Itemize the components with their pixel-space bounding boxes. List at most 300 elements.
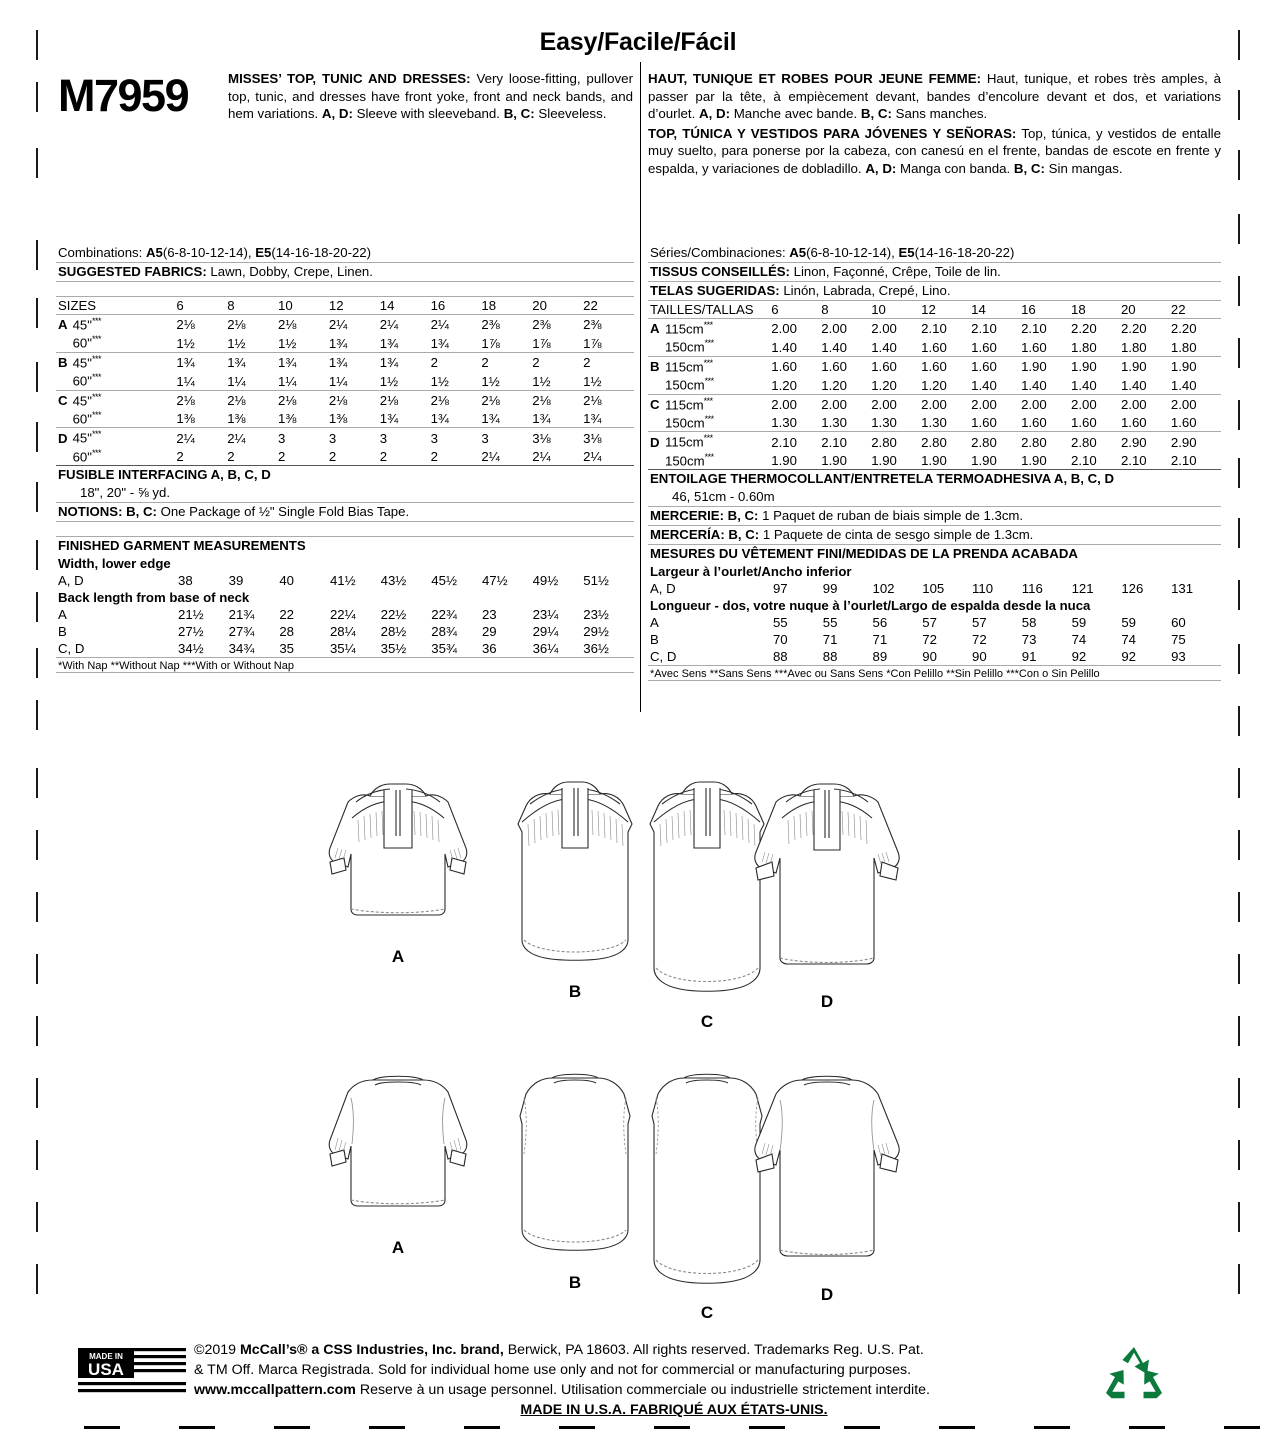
yardage-value: 1¾	[379, 411, 399, 427]
yardage-row	[648, 432, 1221, 451]
yardage-value: 2.10	[821, 432, 871, 451]
yardage-value: 1¾	[328, 335, 348, 351]
tick-left	[36, 592, 38, 622]
yardage-view-label	[56, 371, 73, 390]
yardage-view-label: B	[56, 352, 73, 371]
finished-width-value: 47½	[481, 573, 508, 589]
cut-dash	[179, 1426, 215, 1429]
yardage-fabric-width: 150cm***	[665, 413, 714, 431]
made-in-usa-top-text: MADE IN	[89, 1352, 123, 1361]
yardage-value: 3⅛	[583, 428, 634, 447]
tick-left	[36, 240, 38, 270]
finished-width-subheader-row	[56, 555, 634, 572]
yardage-value: 3	[278, 428, 329, 447]
yardage-value: 2	[481, 352, 532, 371]
yardage-value: 1⅞	[532, 335, 551, 351]
yardage-fabric-width: 60"***	[72, 334, 101, 351]
finished-backlength-value: 92	[1121, 649, 1136, 665]
yardage-value: 2⅛	[532, 390, 583, 409]
footer-copyright-text	[194, 1340, 1154, 1420]
yardage-value: 1.90	[1171, 356, 1221, 375]
yardage-row	[648, 451, 1221, 469]
tick-right	[1238, 644, 1240, 674]
finished-width-value: 99	[822, 581, 838, 597]
finished-width-value: 121	[1071, 581, 1094, 597]
yardage-value: 1.60	[971, 356, 1021, 375]
yardage-view-label: D	[56, 428, 73, 447]
yardage-value: 2	[176, 449, 184, 465]
info-panel-metric	[648, 244, 1221, 681]
sizes-header: TAILLES/TALLAS	[650, 302, 754, 317]
yardage-row	[56, 333, 634, 352]
illustration-back-a	[318, 1058, 478, 1258]
suggested-fabrics-label-fr: TISSUS CONSEILLÉS:	[650, 264, 790, 279]
size-header-cell: 6	[771, 302, 779, 317]
yardage-value: 1.40	[971, 377, 997, 393]
yardage-value: 1.20	[771, 377, 797, 393]
finished-backlength-value: 21½	[178, 607, 204, 623]
finished-measurements-table-metric	[648, 563, 1221, 665]
description-french-views-bc-text: Sans manches.	[891, 106, 988, 121]
yardage-value: 2	[430, 449, 438, 465]
yardage-value: 1¼	[176, 373, 195, 389]
yardage-fabric-width: 115cm***	[665, 432, 771, 451]
suggested-fabrics-label-es: TELAS SUGERIDAS:	[650, 283, 780, 298]
yardage-value: 2¼	[380, 315, 431, 334]
tick-right	[1238, 830, 1240, 860]
finished-width-value: 45½	[431, 573, 457, 589]
yardage-value: 1.90	[871, 453, 897, 469]
size-header-cell: 16	[1021, 302, 1036, 317]
finished-measurements-table-imperial	[56, 555, 634, 657]
finished-backlength-views: B	[58, 624, 67, 640]
combination-e5-sizes-en: (14-16-18-20-22)	[271, 245, 372, 260]
finished-backlength-row	[56, 623, 634, 640]
yardage-value: 2.00	[921, 394, 971, 413]
yardage-value: 2¼	[329, 315, 380, 334]
yardage-row	[56, 371, 634, 390]
yardage-value: 1.30	[921, 415, 947, 431]
finished-width-views: A, D	[58, 573, 84, 589]
description-spanish-body: Top, túnica, y vestidos de entalle muy suelto, para ponerse por la cabeza, con canesú en el frente, bandas de escote en frente y espalda, y variaciones de dobladillo.	[648, 125, 1221, 176]
yardage-value: 2	[227, 449, 235, 465]
finished-backlength-value: 74	[1071, 632, 1087, 648]
yardage-value: 1.80	[1170, 339, 1197, 355]
yardage-fabric-width: 150cm***	[665, 451, 714, 469]
yardage-value: 2⅜	[481, 315, 532, 334]
description-french-heading: HAUT, TUNIQUE ET ROBES POUR JEUNE FEMME:	[648, 71, 982, 86]
footer-made-in-usa-text: MADE IN U.S.A. FABRIQUÉ AUX ÉTATS-UNIS.	[520, 1402, 828, 1418]
finished-width-value: 126	[1121, 581, 1144, 597]
notions-views-fr: B, C:	[724, 508, 759, 524]
tick-left	[36, 1078, 38, 1108]
size-header-cell: 8	[821, 302, 829, 317]
footer-website-link[interactable]: www.mccallpattern.com	[194, 1382, 356, 1398]
size-header-cell: 8	[227, 298, 235, 313]
illustration-front-a	[318, 762, 478, 967]
interfacing-value-en: 18", 20" - ⅝ yd.	[80, 485, 171, 501]
finished-backlength-views: A	[650, 615, 659, 631]
yardage-fabric-width: 45"***	[73, 352, 177, 371]
finished-backlength-value: 29½	[583, 624, 609, 640]
yardage-value: 2.80	[871, 432, 921, 451]
yardage-value: 1.60	[971, 415, 997, 431]
yardage-value: 1½	[176, 335, 195, 351]
size-header-cell: 12	[921, 302, 936, 317]
notions-label-es: MERCERÍA:	[650, 527, 725, 543]
yardage-value: 2.10	[971, 319, 1021, 338]
tick-left	[36, 482, 38, 512]
yardage-row	[648, 356, 1221, 375]
finished-width-value: 40	[279, 573, 294, 589]
yardage-view-label: A	[648, 319, 665, 338]
tick-right	[1238, 892, 1240, 922]
yardage-value: 1.60	[1021, 339, 1047, 355]
size-header-cell: 12	[328, 298, 344, 313]
yardage-value: 1⅜	[176, 411, 195, 427]
description-french-spanish	[648, 70, 1221, 177]
description-spanish-views-ad-text: Manga con banda.	[896, 160, 1014, 176]
tick-right	[1238, 214, 1240, 244]
yardage-value: 1¾	[329, 352, 380, 371]
yardage-value: 1½	[278, 335, 297, 351]
yardage-value: 3	[481, 428, 532, 447]
footer-line-2: & TM Off. Marca Registrada. Sold for individual home use only and not for commercial or manufacturing purposes.	[194, 1362, 912, 1378]
yardage-row	[56, 315, 634, 334]
footer-french-notice: Reserve à un usage personnel. Utilisation commerciale ou industrielle strictement interdite.	[355, 1382, 930, 1398]
finished-backlength-views: C, D	[650, 649, 677, 665]
size-header-cell: 22	[583, 298, 598, 313]
cut-dash	[464, 1426, 500, 1429]
yardage-value: 1.20	[821, 377, 847, 393]
tick-left	[36, 1202, 38, 1232]
tick-right	[1238, 1202, 1240, 1232]
description-english-views-bc: B, C:	[503, 106, 535, 121]
yardage-value: 1.40	[1071, 377, 1097, 393]
combination-e5-fr: E5	[898, 245, 915, 260]
yardage-value: 1.60	[771, 356, 821, 375]
yardage-row	[56, 447, 634, 465]
yardage-value: 2.20	[1121, 319, 1171, 338]
yardage-value: 1.40	[871, 339, 897, 355]
description-english-body: Very loose-fitting, pullover top, tunic, and dresses have front yoke, front and neck bands, and hem variations.	[228, 71, 633, 121]
yardage-value: 2.80	[971, 432, 1021, 451]
yardage-value: 1⅜	[278, 411, 297, 427]
finished-width-value: 49½	[532, 573, 559, 589]
finished-backlength-value: 74	[1121, 632, 1136, 648]
size-header-cell: 20	[1120, 302, 1136, 317]
notions-label-en: NOTIONS:	[58, 504, 123, 520]
finished-backlength-value: 88	[822, 649, 838, 665]
combinations-label-fr: Séries/Combinaciones:	[650, 245, 790, 260]
yardage-value: 1½	[583, 373, 602, 389]
finished-backlength-value: 75	[1171, 632, 1186, 648]
yardage-value: 1¾	[532, 411, 551, 427]
finished-measurements-header-fr: MESURES DU VÊTEMENT FINI/MEDIDAS DE LA PRENDA ACABADA	[650, 546, 1078, 562]
finished-width-label: Width, lower edge	[58, 556, 171, 572]
finished-backlength-label: Longueur - dos, votre nuque à l’ourlet/Largo de espalda desde la nuca	[650, 598, 1091, 614]
yardage-value: 2.00	[971, 394, 1021, 413]
finished-backlength-value: 34¾	[228, 641, 255, 657]
made-in-usa-badge	[78, 1346, 188, 1398]
illustration-front-d	[742, 762, 912, 1012]
yardage-value: 2.10	[1170, 453, 1197, 469]
yardage-value: 1.90	[771, 453, 797, 469]
finished-backlength-subheader-row	[648, 597, 1221, 614]
finished-width-row	[56, 572, 634, 589]
footer-line-3	[194, 1380, 1154, 1400]
finished-width-value: 43½	[380, 573, 407, 589]
size-header-cell: 14	[379, 298, 395, 313]
yardage-row	[648, 375, 1221, 394]
finished-backlength-value: 93	[1171, 649, 1186, 665]
yardage-value: 2	[328, 449, 337, 465]
yardage-value: 2¼	[583, 449, 602, 465]
yardage-value: 2⅛	[278, 315, 329, 334]
tick-left	[36, 298, 38, 328]
finished-width-value: 110	[972, 581, 994, 597]
yardage-value: 1½	[227, 335, 246, 351]
illustration-label-back-a: A	[391, 1238, 405, 1257]
yardage-value: 2.10	[1120, 453, 1147, 469]
finished-backlength-value: 70	[772, 632, 788, 648]
yardage-value: 1.90	[821, 453, 847, 469]
yardage-value: 2	[278, 449, 286, 465]
sizes-header: SIZES	[58, 298, 97, 313]
yardage-view-label: B	[648, 356, 665, 375]
tick-right	[1238, 768, 1240, 798]
finished-backlength-row	[56, 640, 634, 657]
size-header-cell: 16	[430, 298, 446, 313]
yardage-value: 1.40	[821, 339, 847, 355]
combination-e5-en: E5	[255, 245, 272, 260]
yardage-value: 1¼	[227, 373, 246, 389]
finished-backlength-value: 55	[772, 615, 788, 631]
yardage-value: 2⅛	[278, 390, 329, 409]
notions-value-fr: 1 Paquet de ruban de biais simple de 1.3cm.	[758, 508, 1024, 524]
yardage-value: 1.40	[1170, 377, 1197, 393]
finished-width-value: 97	[772, 581, 788, 597]
cut-dash	[1224, 1426, 1260, 1429]
yardage-value: 1¾	[278, 352, 329, 371]
tick-right	[1238, 580, 1240, 610]
cut-dash	[274, 1426, 310, 1429]
finished-backlength-value: 59	[1071, 615, 1087, 631]
finished-width-label: Largeur à l’ourlet/Ancho inferior	[650, 564, 852, 580]
yardage-value: 2⅛	[431, 390, 482, 409]
yardage-value: 1.80	[1120, 339, 1147, 355]
finished-backlength-value: 28½	[380, 624, 407, 640]
finished-backlength-value: 35½	[380, 641, 407, 657]
finished-backlength-row	[56, 606, 634, 623]
illustration-label-front-b: B	[568, 982, 582, 1001]
yardage-value: 1½	[481, 373, 500, 389]
illustration-label-back-c: C	[700, 1303, 714, 1322]
yardage-value: 1.40	[771, 339, 797, 355]
yardage-fabric-width: 150cm***	[665, 338, 714, 355]
yardage-value: 1.90	[971, 453, 997, 469]
description-english-heading: MISSES’ TOP, TUNIC AND DRESSES:	[228, 71, 471, 86]
made-in-usa-bottom-text: USA	[88, 1360, 124, 1379]
finished-backlength-value: 29¼	[532, 624, 559, 640]
yardage-fabric-width: 45"***	[73, 315, 177, 334]
description-spanish	[648, 125, 1221, 178]
yardage-value: 1¾	[379, 335, 399, 351]
illustration-label-front-c: C	[700, 1012, 714, 1031]
yardage-fabric-width: 115cm***	[665, 394, 771, 413]
tick-left	[36, 148, 38, 178]
yardage-row	[56, 409, 634, 428]
yardage-value: 2.20	[1171, 319, 1221, 338]
description-spanish-views-bc-text: Sin mangas.	[1044, 160, 1123, 176]
yardage-value: 2.00	[1071, 394, 1121, 413]
notions-views-en: B, C:	[122, 504, 157, 520]
combinations-line-fr	[648, 244, 1221, 262]
tick-right	[1238, 518, 1240, 548]
yardage-value: 2⅛	[329, 390, 380, 409]
illustration-label-front-a: A	[391, 947, 405, 966]
yardage-value: 1.80	[1071, 339, 1097, 355]
yardage-value: 3	[431, 428, 482, 447]
tick-right	[1238, 90, 1240, 120]
finished-backlength-value: 35¼	[329, 641, 356, 657]
finished-backlength-value: 28¾	[431, 624, 457, 640]
footer-line-4	[194, 1400, 1154, 1420]
tick-left	[36, 540, 38, 570]
yardage-view-label	[648, 451, 665, 469]
finished-backlength-value: 22½	[380, 607, 407, 623]
illustration-label-back-b: B	[568, 1273, 582, 1292]
finished-width-value: 38	[178, 573, 193, 589]
yardage-fabric-width: 45"***	[73, 428, 177, 447]
size-header-cell: 20	[532, 298, 547, 313]
combination-a5-en: A5	[145, 245, 163, 260]
yardage-view-label: D	[648, 432, 665, 451]
combination-a5-sizes-en: (6-8-10-12-14),	[162, 245, 256, 260]
yardage-value: 2⅛	[227, 315, 278, 334]
yardage-value: 1⅞	[583, 335, 602, 351]
finished-backlength-value: 56	[872, 615, 888, 631]
finished-backlength-value: 35¾	[431, 641, 457, 657]
finished-backlength-value: 28¼	[329, 624, 356, 640]
tick-right	[1238, 458, 1240, 488]
suggested-fabrics-value-fr: Linon, Façonné, Crêpe, Toile de lin.	[789, 264, 1001, 279]
yardage-value: 1.90	[1021, 356, 1071, 375]
yardage-row	[648, 337, 1221, 356]
illustration-back-b	[500, 1058, 650, 1293]
tick-left	[36, 1140, 38, 1170]
combination-a5-sizes-fr: (6-8-10-12-14),	[806, 245, 899, 260]
yardage-value: 3	[380, 428, 431, 447]
yardage-value: 2	[379, 449, 388, 465]
finished-width-value: 39	[228, 573, 244, 589]
tick-left	[36, 422, 38, 452]
yardage-value: 1.30	[871, 415, 897, 431]
yardage-row	[648, 394, 1221, 413]
finished-backlength-row	[648, 631, 1221, 648]
yardage-value: 2¼	[431, 315, 482, 334]
tick-left	[36, 830, 38, 860]
cut-dash	[84, 1426, 120, 1429]
suggested-fabrics-label-en: SUGGESTED FABRICS:	[58, 264, 207, 279]
yardage-header-row	[56, 297, 634, 315]
finished-backlength-value: 73	[1021, 632, 1037, 648]
finished-backlength-value: 60	[1171, 615, 1186, 631]
tick-left	[36, 1016, 38, 1046]
yardage-value: 1.90	[1021, 453, 1047, 469]
yardage-view-label: A	[56, 315, 73, 334]
finished-backlength-value: 27¾	[228, 624, 255, 640]
cut-dash	[559, 1426, 595, 1429]
finished-backlength-value: 71	[822, 632, 838, 648]
illustration-front-b	[500, 762, 650, 1002]
yardage-value: 1.40	[1021, 377, 1047, 393]
yardage-value: 1.60	[921, 356, 971, 375]
yardage-view-label	[56, 333, 73, 352]
tick-left	[36, 892, 38, 922]
yardage-value: 1¼	[278, 373, 297, 389]
yardage-row	[648, 319, 1221, 338]
footer-address: Berwick, PA 18603. All rights reserved. Trademarks Reg. U.S. Pat.	[503, 1342, 924, 1358]
yardage-value: 2.10	[771, 432, 821, 451]
yardage-value: 2⅛	[176, 315, 227, 334]
yardage-value: 1¾	[430, 335, 449, 351]
finished-backlength-views: C, D	[58, 641, 85, 657]
yardage-value: 1¾	[430, 411, 449, 427]
cut-guide-dashes	[84, 1426, 1274, 1432]
finished-backlength-value: 36½	[583, 641, 609, 657]
cut-dash	[654, 1426, 690, 1429]
yardage-view-label	[648, 375, 665, 394]
yardage-value: 1.60	[1021, 415, 1047, 431]
yardage-value: 3	[329, 428, 380, 447]
yardage-value: 2⅜	[583, 315, 634, 334]
yardage-value: 1.20	[871, 377, 897, 393]
size-header-cell: 18	[1071, 302, 1086, 317]
combination-a5-fr: A5	[789, 245, 807, 260]
yardage-fabric-width: 60"***	[72, 447, 101, 465]
yardage-value: 2.20	[1071, 319, 1121, 338]
yardage-value: 2.10	[1071, 453, 1097, 469]
finished-backlength-value: 92	[1071, 649, 1087, 665]
description-french-views-ad-text: Manche avec bande.	[730, 106, 861, 121]
description-english-views-ad-text: Sleeve with sleeveband.	[352, 106, 504, 121]
description-spanish-views-bc: B, C:	[1013, 160, 1045, 176]
yardage-view-label	[56, 409, 73, 428]
page-title: Easy/Facile/Fácil	[539, 28, 737, 56]
yardage-table-imperial	[56, 297, 634, 465]
yardage-value: 1.60	[1120, 415, 1147, 431]
yardage-value: 1¾	[176, 352, 227, 371]
finished-backlength-value: 36	[481, 641, 497, 657]
yardage-view-label	[648, 413, 665, 432]
footer-brand: McCall’s® a CSS Industries, Inc. brand,	[239, 1342, 504, 1358]
yardage-value: 1⅞	[481, 335, 500, 351]
finished-width-subheader-row	[648, 563, 1221, 580]
yardage-value: 2⅛	[380, 390, 431, 409]
yardage-fabric-width: 115cm***	[665, 356, 771, 375]
finished-backlength-value: 71	[872, 632, 888, 648]
yardage-value: 1.60	[1170, 415, 1197, 431]
finished-backlength-value: 27½	[178, 624, 204, 640]
description-french-views-ad: A, D:	[699, 106, 731, 121]
yardage-value: 1.60	[971, 339, 997, 355]
yardage-value: 2⅛	[583, 390, 634, 409]
yardage-fabric-width: 150cm***	[665, 376, 714, 393]
yardage-value: 1.60	[871, 356, 921, 375]
yardage-view-label	[648, 337, 665, 356]
yardage-value: 2¼	[481, 449, 500, 465]
